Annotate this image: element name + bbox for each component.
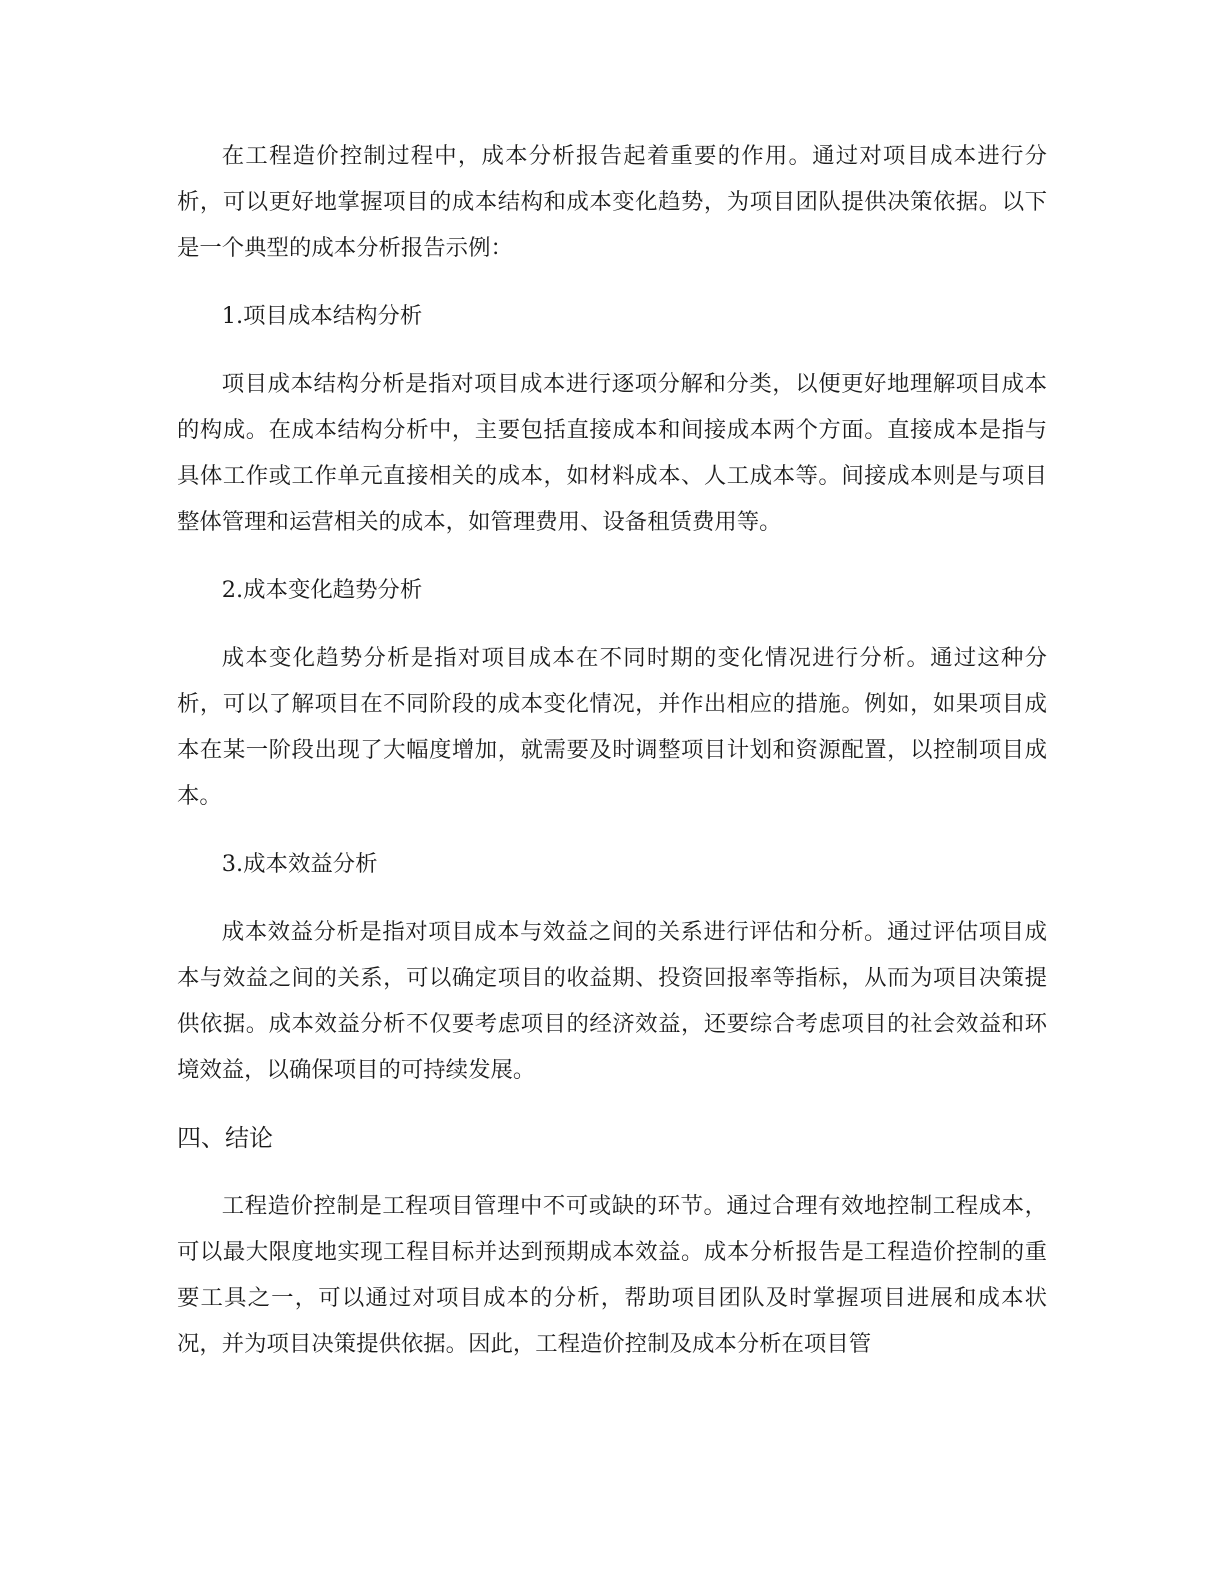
- paragraph-conclusion: 工程造价控制是工程项目管理中不可或缺的环节。通过合理有效地控制工程成本，可以最大限度地实现工程目标并达到预期成本效益。成本分析报告是工程造价控制的重要工具之一，可以通过对项目成本的分析，帮助项目团队及时掌握项目进展和成本状况，并为项目决策提供依据。因此，工程造价控制及成本分析在项目管: [177, 1193, 1047, 1357]
- paragraph-cost-trend: 成本变化趋势分析是指对项目成本在不同时期的变化情况进行分析。通过这种分析，可以了解项目在不同阶段的成本变化情况，并作出相应的措施。例如，如果项目成本在某一阶段出现了大幅度增加，就需要及时调整项目计划和资源配置，以控制项目成本。: [177, 645, 1047, 809]
- heading-cost-structure: 1.项目成本结构分析: [221, 302, 423, 329]
- paragraph-cost-structure: 项目成本结构分析是指对项目成本进行逐项分解和分类，以便更好地理解项目成本的构成。在成本结构分析中，主要包括直接成本和间接成本两个方面。直接成本是指与具体工作或工作单元直接相关的成本，如材料成本、人工成本等。间接成本则是与项目整体管理和运营相关的成本，如管理费用、设备租赁费用等。: [177, 371, 1047, 535]
- paragraph-cost-benefit: 成本效益分析是指对项目成本与效益之间的关系进行评估和分析。通过评估项目成本与效益之间的关系，可以确定项目的收益期、投资回报率等指标，从而为项目决策提供依据。成本效益分析不仅要考虑项目的经济效益，还要综合考虑项目的社会效益和环境效益，以确保项目的可持续发展。: [177, 919, 1047, 1083]
- section-title-conclusion: 四、结论: [177, 1123, 273, 1152]
- heading-cost-benefit: 3.成本效益分析: [221, 850, 378, 877]
- intro-paragraph: 在工程造价控制过程中，成本分析报告起着重要的作用。通过对项目成本进行分析，可以更好地掌握项目的成本结构和成本变化趋势，为项目团队提供决策依据。以下是一个典型的成本分析报告示例：: [177, 143, 1047, 261]
- document-body: [177, 134, 1047, 1367]
- heading-cost-trend: 2.成本变化趋势分析: [221, 576, 423, 603]
